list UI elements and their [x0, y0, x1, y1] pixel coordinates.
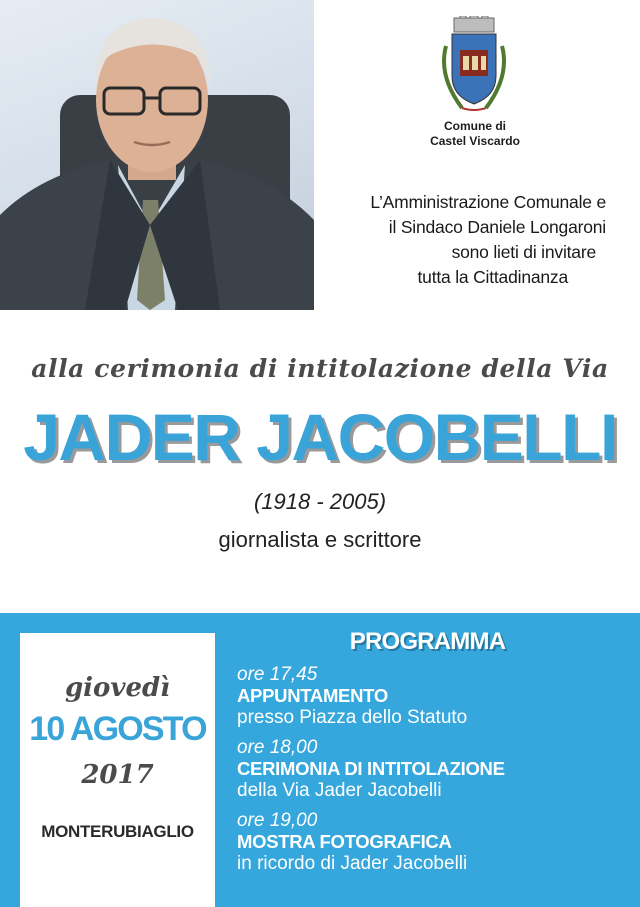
- honoree-role: giornalista e scrittore: [218, 527, 422, 552]
- program-item-time: ore 19,00: [237, 810, 318, 831]
- program-item-desc: della Via Jader Jacobelli: [237, 780, 442, 801]
- program-title: PROGRAMMA: [349, 628, 506, 655]
- invitation-line-2: il Sindaco Daniele Longaroni: [388, 217, 606, 237]
- portrait-photo: [0, 0, 314, 310]
- program-item: [237, 737, 632, 802]
- invitation-line-3: sono lieti di invitare: [451, 242, 596, 262]
- invitation-text: [370, 190, 606, 290]
- invitation-line-4: tutta la Cittadinanza: [417, 267, 568, 287]
- program-item-desc: in ricordo di Jader Jacobelli: [237, 853, 468, 874]
- event-year: 2017: [81, 760, 154, 790]
- program-item: [237, 810, 632, 875]
- ceremony-heading: alla cerimonia di intitolazione della Via: [31, 354, 609, 383]
- program-item-title: MOSTRA FOTOGRAFICA: [237, 831, 452, 852]
- program-item: [237, 664, 632, 729]
- crest-caption-line1: Comune di: [444, 119, 506, 133]
- municipal-crest-icon: [436, 16, 512, 114]
- program-item-title: CERIMONIA DI INTITOLAZIONE: [237, 758, 505, 779]
- event-place: MONTERUBIAGLIO: [41, 822, 194, 841]
- program-item-time: ore 18,00: [237, 737, 318, 758]
- honoree-name: JADER JACOBELLI: [23, 400, 617, 474]
- program-item-desc: presso Piazza dello Statuto: [237, 707, 468, 728]
- invitation-line-1: L’Amministrazione Comunale e: [370, 192, 606, 212]
- crest-caption-line2: Castel Viscardo: [430, 134, 520, 148]
- crest-caption: [400, 119, 550, 149]
- event-weekday: giovedì: [64, 673, 171, 703]
- program-list: [237, 664, 632, 883]
- life-dates: (1918 - 2005): [253, 489, 387, 514]
- program-item-time: ore 17,45: [237, 664, 318, 685]
- event-day: 10 AGOSTO: [29, 710, 206, 748]
- program-item-title: APPUNTAMENTO: [237, 685, 388, 706]
